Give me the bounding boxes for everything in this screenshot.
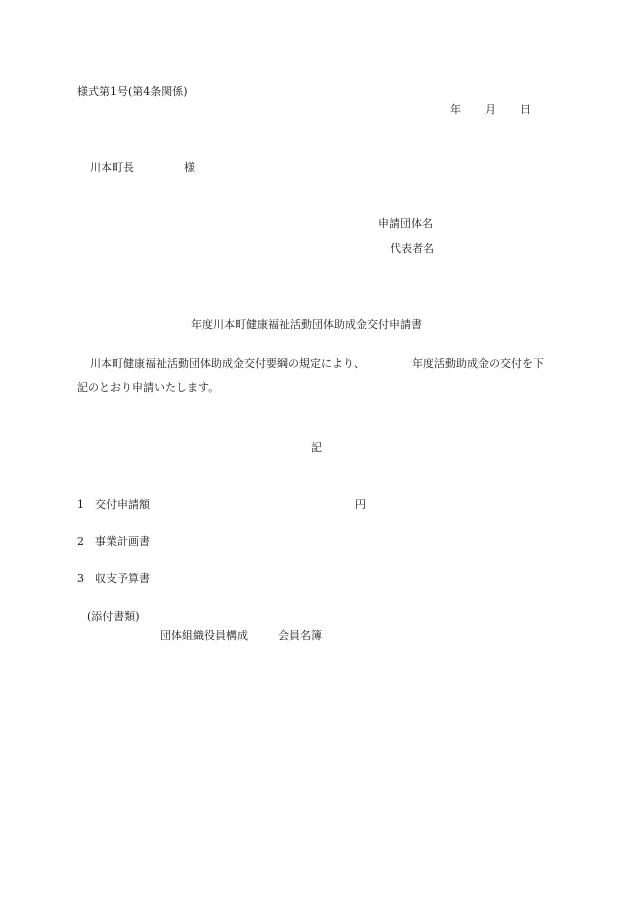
ki-heading: 記 xyxy=(311,441,322,454)
attachments-heading: (添付書類) xyxy=(87,610,140,623)
body-text-line-1a: 川本町健康福祉活動団体助成金交付要綱の規定により、 xyxy=(90,357,365,370)
currency-unit-yen: 円 xyxy=(355,498,366,511)
body-text-line-1b: 年度活動助成金の交付を下 xyxy=(412,357,544,370)
date-month-label: 月 xyxy=(485,103,496,116)
body-text-line-2: 記のとおり申請いたします。 xyxy=(77,381,220,394)
item-number: 2 xyxy=(77,535,84,548)
item-number: 1 xyxy=(77,498,84,511)
item-text-budget: 収支予算書 xyxy=(95,572,150,585)
attachment-org-officers: 団体組織役員構成 xyxy=(160,629,248,642)
representative-label: 代表者名 xyxy=(390,242,434,255)
date-year-label: 年 xyxy=(450,103,461,116)
form-number: 様式第1号(第4条関係) xyxy=(77,85,188,98)
addressee-name: 川本町長 xyxy=(90,161,134,174)
item-text-business-plan: 事業計画書 xyxy=(95,535,150,548)
item-number: 3 xyxy=(77,572,84,585)
addressee-honorific: 様 xyxy=(184,161,195,174)
attachment-member-list: 会員名簿 xyxy=(278,629,322,642)
date-day-label: 日 xyxy=(520,103,531,116)
item-text-grant-amount: 交付申請額 xyxy=(95,498,150,511)
applicant-organization-label: 申請団体名 xyxy=(378,217,433,230)
document-title: 年度川本町健康福祉活動団体助成金交付申請書 xyxy=(191,318,422,331)
